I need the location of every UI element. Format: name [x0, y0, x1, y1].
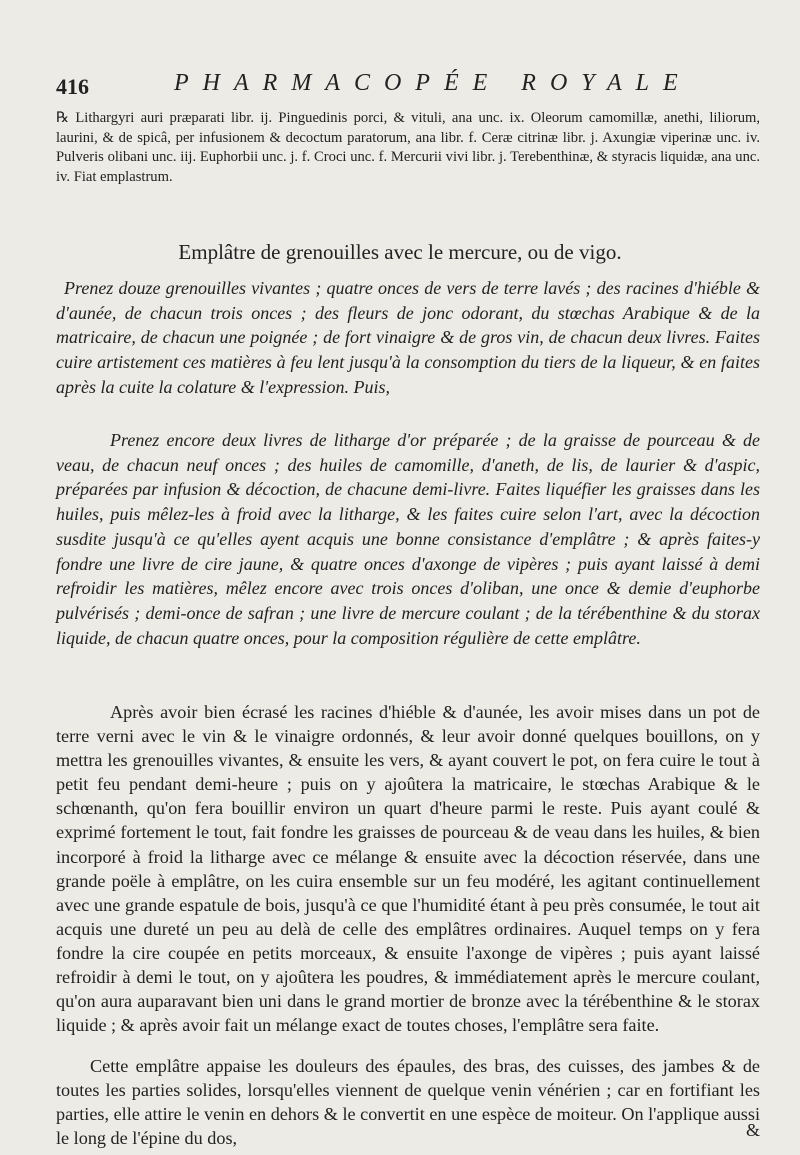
recipe-italic-paragraph-2: Prenez encore deux livres de litharge d'or préparée ; de la graisse de pourceau & de veau, de chacun neuf onces ; des huiles de camomille, d'aneth, de lis, de laurier & d'aspic, préparées par infusion & décoction, de chacune demi-livre. Faites liquéfier les graisses dans les huiles, puis mêlez-les à froid avec la litharge, & les faites cuire selon l'art, avec la décoction susdite jusqu'à ce qu'elles ayent acquis une bonne consistance d'emplâtre ; & après faites-y fondre une livre de cire jaune, & quatre onces d'axonge de vipères ; puis ayant laissé à demi refroidir les matières, mêlez encore avec trois onces d'oliban, une once & demie d'euphorbe pulvérisés ; demi-once de safran ; une livre de mercure coulant ; de la térébenthine & du storax liquide, de chacun quatre onces, pour la composition régulière de cette emplâtre.: [56, 430, 760, 648]
page-number: 416: [56, 74, 89, 99]
body-paragraph-2: Cette emplâtre appaise les douleurs des épaules, des bras, des cuisses, des jambes & de toutes les parties solides, lorsqu'elles viennent de quelque venin vénérien ; car en fortifiant les parties, elle attire le venin en dehors & le convertit en une espèce de moiteur. On l'applique aussi le long de l'épine du dos,: [56, 1056, 760, 1149]
section-heading: Emplâtre de grenouilles avec le mercure, ou de vigo.: [178, 240, 622, 264]
recipe-italic-paragraph-1: Prenez douze grenouilles vivantes ; quatre onces de vers de terre lavés ; des racines d'hiéble & d'aunée, de chacun trois onces ; des fleurs de jonc odorant, du stœchas Arabique & de la matricaire, de chacun une poignée ; de fort vinaigre & de gros vin, de chacun deux livres. Faites cuire artistement ces matières à feu lent jusqu'à la consomption du tiers de la liqueur, & en faites après la cuite la colature & l'expression. Puis,: [56, 278, 760, 397]
running-title: PHARMACOPÉE ROYALE: [174, 70, 692, 96]
page-header: [56, 70, 760, 104]
catchword: &: [745, 1120, 760, 1140]
body-paragraph-1: Après avoir bien écrasé les racines d'hiéble & d'aunée, les avoir mises dans un pot de terre verni avec le vin & le vinaigre ordonnés, & leur avoir donné quelques bouillons, on y mettra les grenouilles vivantes, & ensuite les vers, & ayant couvert le pot, on fera cuire le tout à petit feu pendant demi-heure ; puis on y ajoûtera la matricaire, le stœchas Arabique & le schœnanth, qu'on fera bouillir environ un quart d'heure parmi le reste. Puis ayant coulé & exprimé fortement le tout, fait fondre les graisses de pourceau & de veau dans les huiles, & bien incorporé à froid la litharge avec ce mélange & ensuite avec la décoction réservée, dans une grande poële à emplâtre, on les cuira ensemble sur un feu modéré, les agitant continuellement avec une grande espatule de bois, jusqu'à ce que l'humidité étant à peu près consumée, le tout ait acquis une dureté un peu au delà de celle des emplâtres ordinaires. Auquel temps on y fera fondre la cire coupée en petits morceaux, & ensuite l'axonge de vipères ; puis ayant laissé refroidir à demi le tout, on y ajoûtera les poudres, & immédiatement après le mercure coulant, qu'on aura auparavant bien uni dans le grand mortier de bronze avec la térébenthine & le storax liquide ; & après avoir fait un mélange exact de toutes choses, l'emplâtre sera faite.: [56, 702, 760, 1036]
latin-recipe-paragraph: ℞ Lithargyri auri præparati libr. ij. Pinguedinis porci, & vituli, ana unc. ix. Oleorum camomillæ, anethi, liliorum, laurini, & de spicâ, per infusionem & decoctum paratorum, ana libr. f. Ceræ citrinæ libr. j. Axungiæ viperinæ unc. iv. Pulveris olibani unc. iij. Euphorbii unc. j. f. Croci unc. f. Mercurii vivi libr. j. Terebenthinæ, & styracis liquidæ, ana unc. iv. Fiat emplastrum.: [56, 110, 760, 185]
